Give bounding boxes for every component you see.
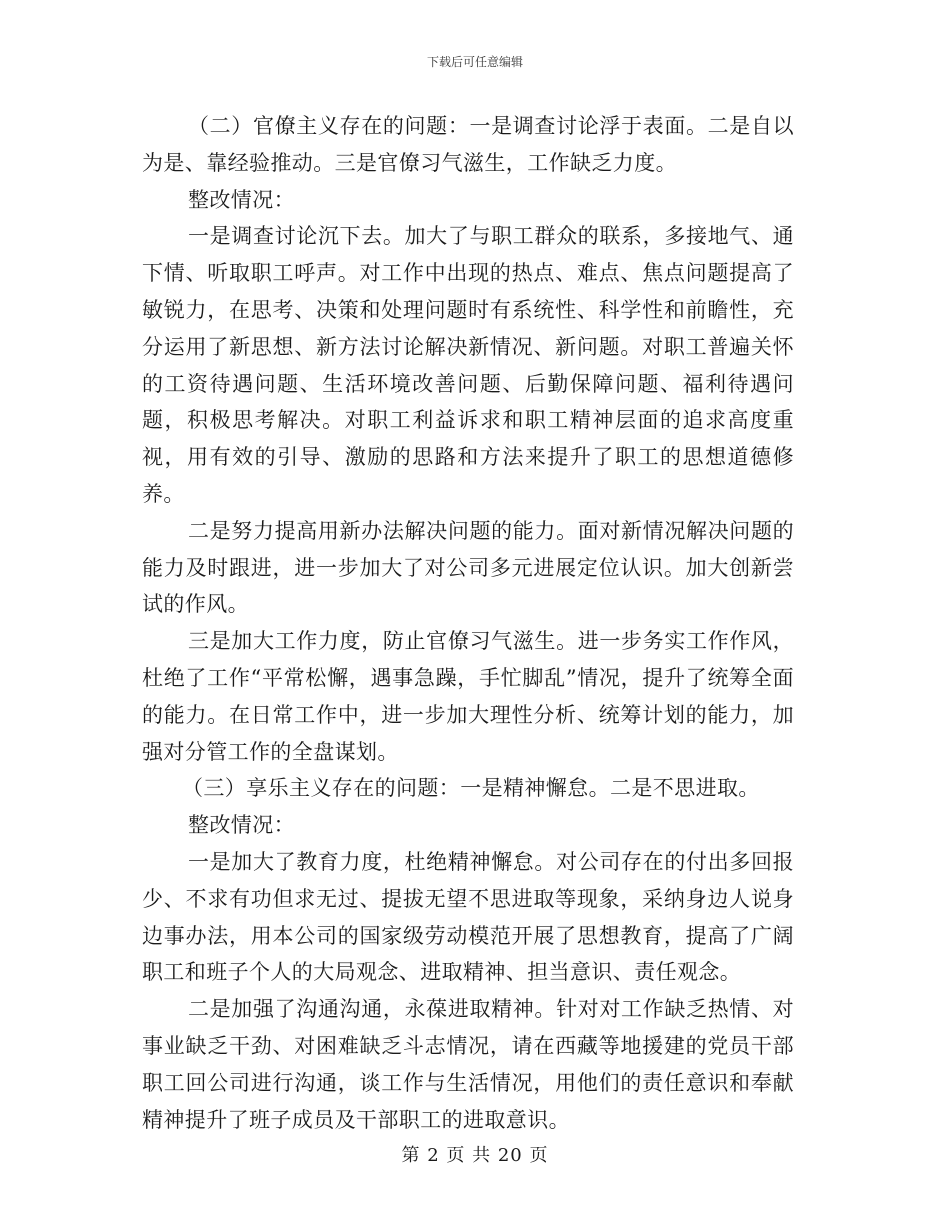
paragraph-bureaucratism-problems: （二）官僚主义存在的问题：一是调查讨论浮于表面。二是自以为是、靠经验推动。三是官僚习气滋生，工作缺乏力度。 (142, 114, 794, 175)
paragraph-communication: 二是加强了沟通沟通，永葆进取精神。针对对工作缺乏热情、对事业缺乏干劲、对困难缺乏斗志情况，请在西藏等地援建的党员干部职工回公司进行沟通，谈工作与生活情况，用他们的责任意识和奉献精神提升了班子成员及干部职工的进取意识。 (142, 997, 794, 1132)
document-body (142, 108, 794, 1138)
paragraph-education: 一是加大了教育力度，杜绝精神懈怠。对公司存在的付出多回报少、不求有功但求无过、提拔无望不思进取等现象，采纳身边人说身边事办法，用本公司的国家级劳动模范开展了思想教育，提高了广阔职工和班子个人的大局观念、进取精神、担当意识、责任观念。 (142, 849, 794, 985)
paragraph-rectification-heading-2: 整改情况： (188, 813, 295, 838)
paragraph-rectification-heading: 整改情况： (188, 187, 295, 212)
page-header: 下载后可任意编辑 (426, 55, 523, 69)
paragraph-new-methods: 二是努力提高用新办法解决问题的能力。面对新情况解决问题的能力及时跟进，进一步加大了对公司多元进展定位认识。加大创新尝试的作风。 (142, 518, 794, 617)
paragraph-hedonism-problems: （三）享乐主义存在的问题：一是精神懈怠。二是不思进取。 (182, 776, 760, 801)
paragraph-investigation: 一是调查讨论沉下去。加大了与职工群众的联系，多接地气、通下情、听取职工呼声。对工作中出现的热点、难点、焦点问题提高了敏锐力，在思考、决策和处理问题时有系统性、科学性和前瞻性，充分运用了新思想、新方法讨论解决新情况、新问题。对职工普遍关怀的工资待遇问题、生活环境改善问题、后勤保障问题、福利待遇问题，积极思考解决。对职工利益诉求和职工精神层面的追求高度重视，用有效的引导、激励的思路和方法来提升了职工的思想道德修养。 (142, 224, 794, 506)
paragraph-work-intensity: 三是加大工作力度，防止官僚习气滋生。进一步务实工作作风，杜绝了工作“平常松懈，遇事急躁，手忙脚乱”情况，提升了统筹全面的能力。在日常工作中，进一步加大理性分析、统筹计划的能力，加强对分管工作的全盘谋划。 (142, 629, 794, 764)
page-footer: 第 2 页 共 20 页 (401, 1145, 549, 1166)
